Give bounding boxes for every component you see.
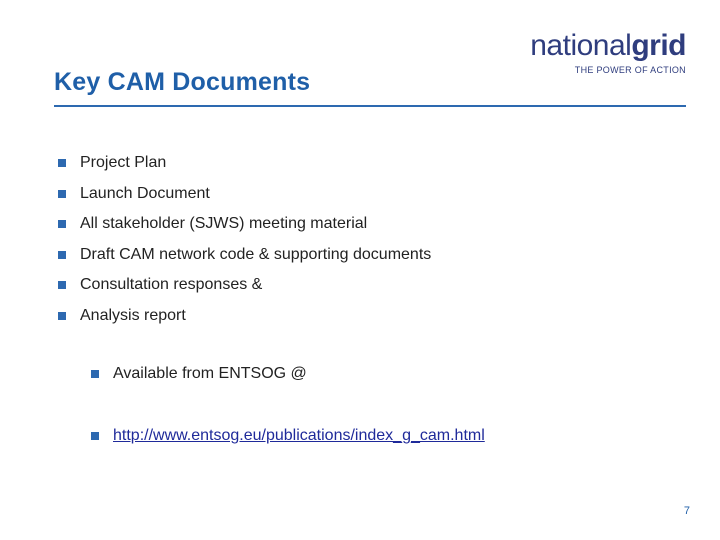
- document-item-consultation-responses: [58, 270, 431, 301]
- bullet-text: Draft CAM network code & supporting documents: [80, 245, 432, 263]
- document-item-launch-document: [58, 179, 431, 210]
- bullet-text: Launch Document: [80, 184, 210, 202]
- bullet-text: Consultation responses &: [80, 276, 263, 294]
- logo-word-grid: grid: [631, 29, 686, 62]
- entsog-publications-link[interactable]: http://www.entsog.eu/publications/index_g_cam.html: [113, 427, 485, 444]
- bullet-square-icon: [58, 281, 66, 289]
- document-list: [58, 148, 431, 331]
- entsog-link-item: [91, 422, 485, 450]
- document-item-draft-network-code: [58, 240, 431, 271]
- logo-wordmark: [530, 30, 686, 62]
- bullet-square-icon: [58, 190, 66, 198]
- bullet-text: Project Plan: [80, 154, 167, 172]
- bullet-square-icon: [58, 312, 66, 320]
- logo-tagline: THE POWER OF ACTION: [574, 65, 686, 75]
- bullet-square-icon: [91, 370, 99, 378]
- availability-item: [91, 360, 485, 388]
- availability-text: Available from ENTSOG @: [113, 365, 307, 382]
- bullet-text: All stakeholder (SJWS) meeting material: [80, 215, 368, 233]
- bullet-square-icon: [58, 220, 66, 228]
- bullet-text: Analysis report: [80, 306, 186, 324]
- bullet-square-icon: [91, 432, 99, 440]
- bullet-square-icon: [58, 159, 66, 167]
- page-number: 7: [683, 505, 690, 517]
- logo-word-national: national: [530, 29, 632, 62]
- document-item-meeting-material: [58, 209, 431, 240]
- slide-title: Key CAM Documents: [54, 68, 311, 96]
- title-underline: [54, 105, 686, 107]
- availability-list: [91, 360, 485, 450]
- document-item-analysis-report: [58, 301, 431, 332]
- bullet-square-icon: [58, 251, 66, 259]
- national-grid-logo: [530, 30, 686, 75]
- document-item-project-plan: [58, 148, 431, 179]
